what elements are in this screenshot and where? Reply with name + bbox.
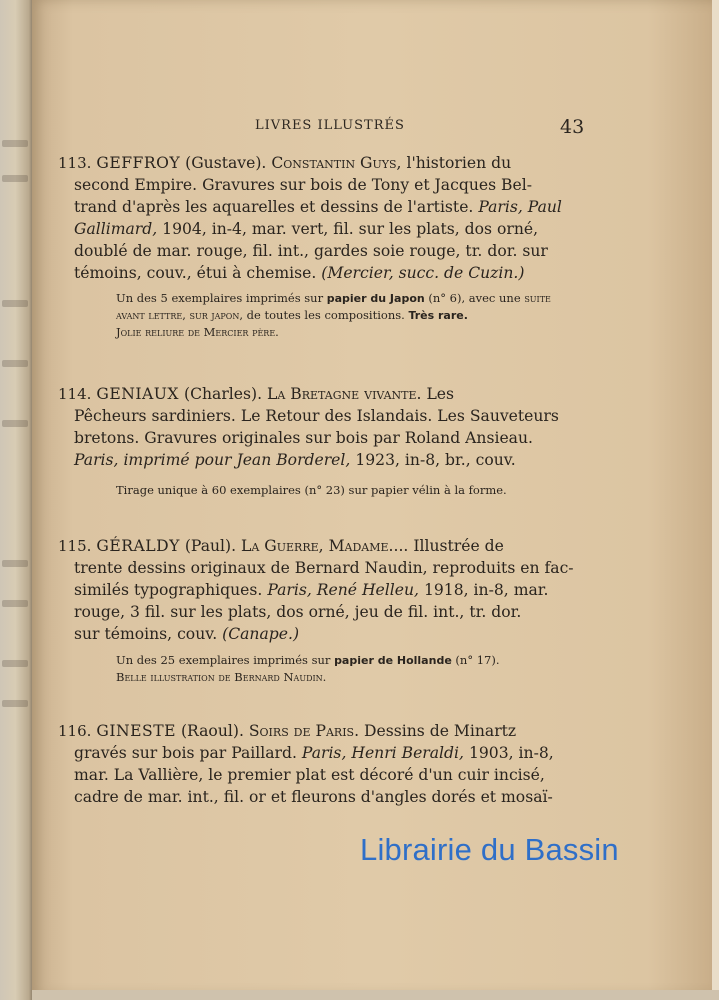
entry-title: Soirs de Paris.	[248, 722, 360, 740]
catalog-entry-116	[58, 720, 583, 808]
entry-text: 1918, in-8, mar.	[419, 581, 549, 599]
entry-text: rouge, 3 fil. sur les plats, dos orné, jeu de fil. int., tr. dor.	[74, 603, 522, 621]
entry-text: 1903, in-8,	[463, 744, 554, 762]
entry-title: La Guerre, Madame....	[241, 537, 409, 555]
entry-text: (Gustave).	[180, 154, 272, 172]
entry-text: Dessins de Minartz	[359, 722, 517, 740]
entry-text: (Charles).	[179, 385, 268, 403]
note-text: suite	[524, 291, 551, 305]
facing-page-text	[2, 300, 28, 307]
entry-number: 116.	[58, 722, 92, 740]
entry-text: second Empire. Gravures sur bois de Tony et Jacques Bel-	[74, 176, 532, 194]
entry-publisher: Gallimard,	[74, 220, 158, 238]
entry-text: doublé de mar. rouge, fil. int., gardes soie rouge, tr. dor. sur	[74, 242, 548, 260]
entry-number: 115.	[58, 537, 92, 555]
entry-note-115	[116, 652, 586, 686]
entry-number: 113.	[58, 154, 92, 172]
entry-publisher: Paris, René Helleu,	[267, 581, 419, 599]
entry-note-113	[116, 290, 586, 341]
facing-page-edge	[0, 0, 34, 1000]
entry-publisher: Paris, Paul	[478, 198, 562, 216]
note-text: de toutes les compositions.	[243, 308, 409, 322]
entry-author: GEFFROY	[96, 154, 181, 172]
facing-page-text	[2, 700, 28, 707]
entry-binder: (Canape.)	[222, 625, 300, 643]
entry-text: bretons. Gravures originales sur bois par Roland Ansieau.	[74, 429, 533, 447]
facing-page-text	[2, 420, 28, 427]
entry-text: similés typographiques.	[74, 581, 268, 599]
page-bottom-edge	[32, 990, 719, 1000]
entry-publisher: Paris, Henri Beraldi,	[301, 744, 464, 762]
catalog-entry-114	[58, 383, 583, 471]
entry-text: sur témoins, couv.	[74, 625, 223, 643]
entry-binder: (Mercier, succ. de Cuzin.)	[321, 264, 525, 282]
entry-author: GINESTE	[96, 722, 176, 740]
note-text: Un des 25 exemplaires imprimés sur	[116, 653, 335, 667]
facing-page-text	[2, 600, 28, 607]
entry-number: 114.	[58, 385, 92, 403]
entry-title: Constantin Guys	[271, 154, 397, 172]
entry-text: témoins, couv., étui à chemise.	[74, 264, 322, 282]
note-emphasis: papier du Japon	[326, 292, 425, 305]
facing-page-text	[2, 175, 28, 182]
entry-text: trand d'après les aquarelles et dessins de l'artiste.	[74, 198, 479, 216]
note-text: avant lettre, sur japon,	[116, 308, 244, 322]
entry-text: gravés sur bois par Paillard.	[74, 744, 302, 762]
watermark-logo: Librairie du Bassin	[360, 832, 619, 867]
note-text: Tirage unique à 60 exemplaires (n° 23) sur papier vélin à la forme.	[116, 483, 507, 497]
note-text: (n° 17).	[451, 653, 500, 667]
catalog-entry-115	[58, 535, 583, 645]
entry-text: mar. La Vallière, le premier plat est décoré d'un cuir incisé,	[74, 766, 545, 784]
page-edge	[712, 0, 719, 1000]
entry-text: Illustrée de	[408, 537, 504, 555]
entry-publisher: Paris, imprimé pour Jean Borderel,	[74, 451, 351, 469]
entry-text: Les	[421, 385, 455, 403]
entry-note-114	[116, 482, 586, 499]
note-text: Jolie reliure de Mercier père.	[116, 325, 279, 339]
page-number: 43	[560, 116, 585, 138]
entry-text: 1923, in-8, br., couv.	[350, 451, 516, 469]
entry-text: Pêcheurs sardiniers. Le Retour des Islandais. Les Sauveteurs	[74, 407, 559, 425]
entry-title: La Bretagne vivante.	[267, 385, 422, 403]
entry-author: GENIAUX	[96, 385, 180, 403]
facing-page-text	[2, 360, 28, 367]
note-text: Un des 5 exemplaires imprimés sur	[116, 291, 327, 305]
entry-text: (Raoul).	[176, 722, 249, 740]
note-emphasis: Très rare.	[408, 309, 468, 322]
entry-text: cadre de mar. int., fil. or et fleurons d'angles dorés et mosaï-	[74, 788, 553, 806]
note-text: (n° 6), avec une	[424, 291, 525, 305]
entry-text: trente dessins originaux de Bernard Naudin, reproduits en fac-	[74, 559, 574, 577]
note-emphasis: papier de Hollande	[334, 654, 452, 667]
facing-page-text	[2, 660, 28, 667]
running-header: LIVRES ILLUSTRÉS	[255, 118, 405, 133]
entry-author: GÉRALDY	[96, 537, 180, 555]
note-text: Belle illustration de Bernard Naudin.	[116, 670, 327, 684]
entry-text: 1904, in-4, mar. vert, fil. sur les plats, dos orné,	[157, 220, 539, 238]
entry-text: (Paul).	[179, 537, 242, 555]
facing-page-text	[2, 140, 28, 147]
facing-page-text	[2, 560, 28, 567]
catalog-entry-113	[58, 152, 583, 284]
entry-text: , l'historien du	[396, 154, 512, 172]
